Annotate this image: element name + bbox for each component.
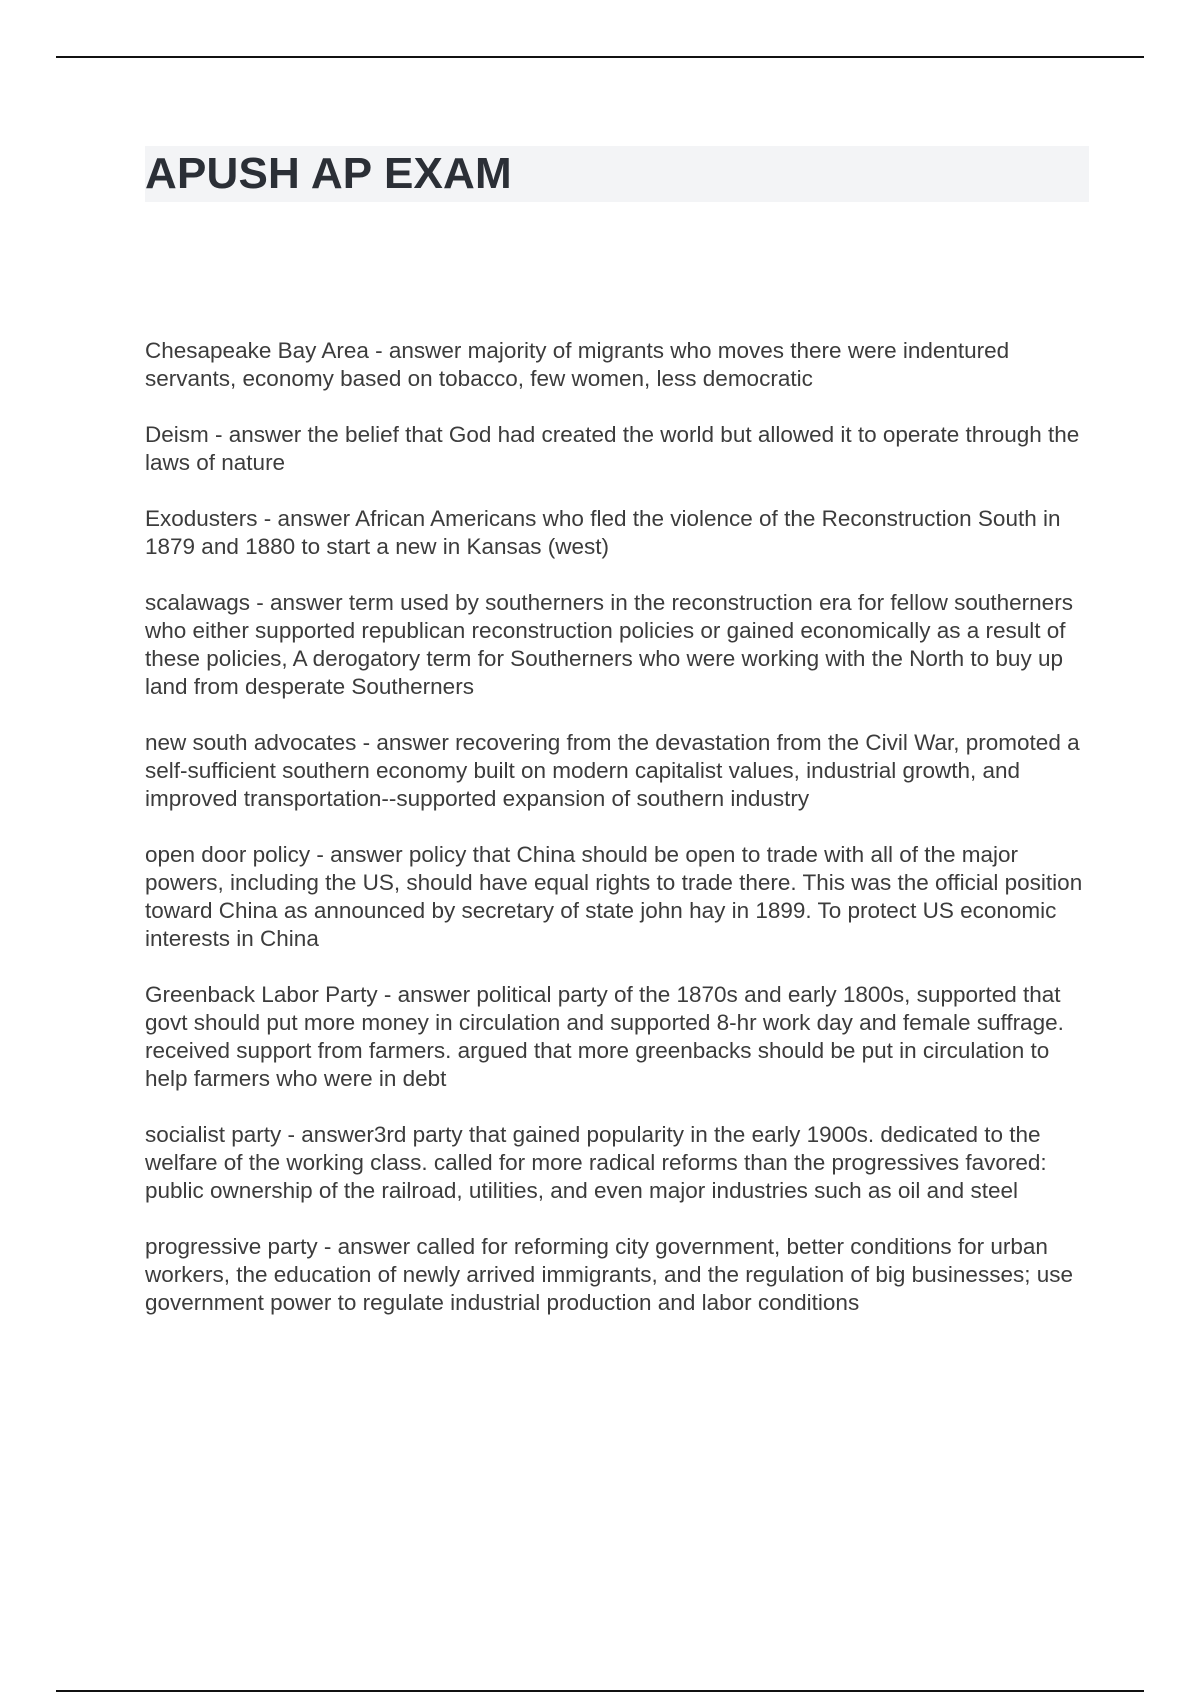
entry-list xyxy=(145,337,1095,1345)
page-title: APUSH AP EXAM xyxy=(145,149,512,198)
entry-socialist-party: socialist party - answer3rd party that gained popularity in the early 1900s. dedicated to the welfare of the working class. called for more radical reforms than the progressives favored: public ownership of the railroad, utilities, and even major industries such as oil and steel xyxy=(145,1122,1047,1203)
entry-scalawags: scalawags - answer term used by southerners in the reconstruction era for fellow southerners who either supported republican reconstruction policies or gained economically as a result of these policies, A derogatory term for Southerners who were working with the North to buy up land from desperate Southerners xyxy=(145,590,1073,699)
entry-deism: Deism - answer the belief that God had created the world but allowed it to operate through the laws of nature xyxy=(145,422,1080,475)
entry-open-door-policy: open door policy - answer policy that China should be open to trade with all of the major powers, including the US, should have equal rights to trade there. This was the official position toward China as announced by secretary of state john hay in 1899. To protect US economic interests in China xyxy=(145,842,1083,951)
top-rule xyxy=(56,56,1144,58)
entry-greenback-labor-party: Greenback Labor Party - answer political party of the 1870s and early 1800s, supported that govt should put more money in circulation and supported 8-hr work day and female suffrage. received support from farmers. argued that more greenbacks should be put in circulation to help farmers who were in debt xyxy=(145,982,1064,1091)
entry-progressive-party: progressive party - answer called for reforming city government, better conditions for urban workers, the education of newly arrived immigrants, and the regulation of big businesses; use government power to regulate industrial production and labor conditions xyxy=(145,1234,1073,1315)
bottom-rule xyxy=(56,1690,1144,1692)
entry-new-south-advocates: new south advocates - answer recovering from the devastation from the Civil War, promoted a self-sufficient southern economy built on modern capitalist values, industrial growth, and improved transportation--supported expansion of southern industry xyxy=(145,730,1080,811)
entry-exodusters: Exodusters - answer African Americans who fled the violence of the Reconstruction South in 1879 and 1880 to start a new in Kansas (west) xyxy=(145,506,1061,559)
entry-chesapeake-bay-area: Chesapeake Bay Area - answer majority of migrants who moves there were indentured servants, economy based on tobacco, few women, less democratic xyxy=(145,338,1010,391)
